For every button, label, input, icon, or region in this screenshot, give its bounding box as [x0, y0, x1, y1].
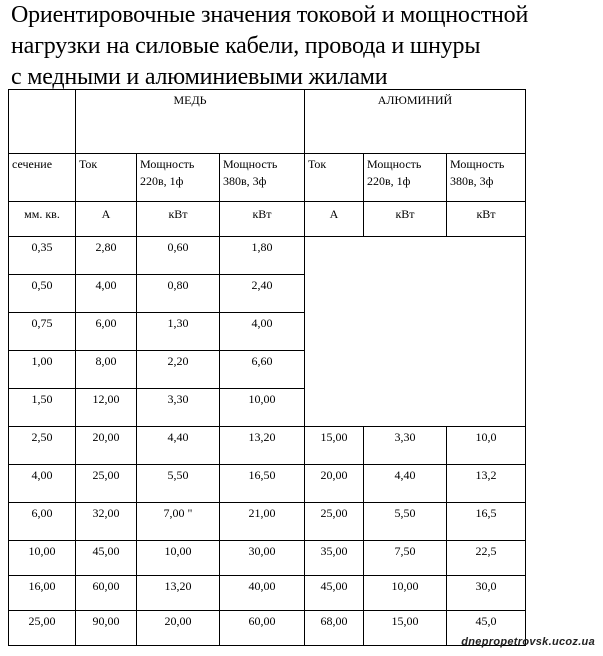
cell-al-power380: 22,5	[447, 541, 526, 576]
cell-al-power220: 3,30	[364, 427, 447, 465]
cell-cu-power380: 16,50	[220, 465, 305, 503]
header-cu-current	[76, 154, 137, 202]
cell-cu-power380: 30,00	[220, 541, 305, 576]
title-line-2: нагрузки на силовые кабели, провода и шнуры	[11, 33, 481, 59]
header-al-current	[305, 154, 364, 202]
cell-cu-power220: 2,20	[137, 351, 220, 389]
cell-al-power220: 7,50	[364, 541, 447, 576]
cell-al-power220: 5,50	[364, 503, 447, 541]
table-row	[9, 237, 526, 275]
cell-cu-current: 6,00	[76, 313, 137, 351]
cell-section: 6,00	[9, 503, 76, 541]
cell-al-current: 20,00	[305, 465, 364, 503]
cell-cu-current: 2,80	[76, 237, 137, 275]
unit-cu-power220: кВт	[137, 202, 220, 237]
cell-al-current: 15,00	[305, 427, 364, 465]
cell-cu-current: 12,00	[76, 389, 137, 427]
aluminum-empty-block	[305, 237, 526, 427]
cable-load-table	[8, 89, 526, 646]
table-row	[9, 503, 526, 541]
cell-cu-current: 32,00	[76, 503, 137, 541]
header-al-power220	[364, 154, 447, 202]
page-title	[11, 0, 603, 93]
unit-section: мм. кв.	[9, 202, 76, 237]
cell-cu-power220: 0,60	[137, 237, 220, 275]
cell-cu-power380: 13,20	[220, 427, 305, 465]
cell-cu-power220: 3,30	[137, 389, 220, 427]
header-al-current-text: Ток	[308, 157, 327, 171]
table-row	[9, 465, 526, 503]
cell-cu-current: 20,00	[76, 427, 137, 465]
cell-cu-power380: 21,00	[220, 503, 305, 541]
header-cu-current-text: Ток	[79, 157, 98, 171]
cell-cu-power220: 0,80	[137, 275, 220, 313]
column-header-row	[9, 154, 526, 202]
unit-al-power380: кВт	[447, 202, 526, 237]
cell-cu-power220: 13,20	[137, 576, 220, 611]
unit-cu-power380: кВт	[220, 202, 305, 237]
header-al-power380	[447, 154, 526, 202]
cell-cu-power380: 10,00	[220, 389, 305, 427]
table-row	[9, 611, 526, 646]
cell-section: 1,50	[9, 389, 76, 427]
cell-al-power380: 45,0	[447, 611, 526, 646]
cell-cu-power380: 2,40	[220, 275, 305, 313]
cell-al-power220: 10,00	[364, 576, 447, 611]
site-watermark: dnepropetrovsk.ucoz.ua	[461, 636, 595, 648]
cell-cu-current: 45,00	[76, 541, 137, 576]
cell-cu-power380: 40,00	[220, 576, 305, 611]
cell-section: 4,00	[9, 465, 76, 503]
cell-section: 1,00	[9, 351, 76, 389]
cell-section: 10,00	[9, 541, 76, 576]
cell-cu-power220: 5,50	[137, 465, 220, 503]
cell-al-current: 35,00	[305, 541, 364, 576]
cell-section: 2,50	[9, 427, 76, 465]
header-al-power220-line1: Мощность	[367, 157, 422, 171]
cell-al-power220: 4,40	[364, 465, 447, 503]
cell-cu-power380: 1,80	[220, 237, 305, 275]
cell-cu-power220: 7,00 "	[137, 503, 220, 541]
cell-cu-current: 8,00	[76, 351, 137, 389]
cell-cu-power220: 1,30	[137, 313, 220, 351]
cell-section: 0,35	[9, 237, 76, 275]
header-cu-power380-line1: Мощность	[223, 157, 278, 171]
cell-cu-power220: 20,00	[137, 611, 220, 646]
header-cu-power380	[220, 154, 305, 202]
cell-al-power380: 13,2	[447, 465, 526, 503]
unit-al-power220: кВт	[364, 202, 447, 237]
cell-section: 16,00	[9, 576, 76, 611]
unit-cu-current: А	[76, 202, 137, 237]
table-row	[9, 541, 526, 576]
cell-cu-current: 4,00	[76, 275, 137, 313]
unit-al-current: А	[305, 202, 364, 237]
units-row	[9, 202, 526, 237]
header-cu-power220-line1: Мощность	[140, 157, 195, 171]
cell-section: 0,75	[9, 313, 76, 351]
cell-cu-current: 90,00	[76, 611, 137, 646]
header-al-power380-line2: 380в, 3ф	[450, 174, 494, 188]
cell-al-current: 68,00	[305, 611, 364, 646]
cell-al-current: 45,00	[305, 576, 364, 611]
cell-al-power380: 10,0	[447, 427, 526, 465]
title-line-1: Ориентировочные значения токовой и мощностной	[11, 2, 529, 28]
cell-cu-power220: 10,00	[137, 541, 220, 576]
cell-cu-current: 25,00	[76, 465, 137, 503]
cell-cu-power380: 4,00	[220, 313, 305, 351]
cell-al-power380: 30,0	[447, 576, 526, 611]
cell-section: 25,00	[9, 611, 76, 646]
table-row	[9, 576, 526, 611]
group-header-copper: МЕДЬ	[76, 90, 305, 154]
title-line-3: с медными и алюминиевыми жилами	[11, 64, 388, 90]
header-cu-power380-line2: 380в, 3ф	[223, 174, 267, 188]
cell-al-power380: 16,5	[447, 503, 526, 541]
header-section	[9, 154, 76, 202]
cell-section: 0,50	[9, 275, 76, 313]
group-header-aluminum: АЛЮМИНИЙ	[305, 90, 526, 154]
cell-cu-power380: 6,60	[220, 351, 305, 389]
cell-al-power220: 15,00	[364, 611, 447, 646]
header-cu-power220-line2: 220в, 1ф	[140, 174, 184, 188]
header-section-text: сечение	[12, 157, 53, 171]
header-cu-power220	[137, 154, 220, 202]
group-header-row	[9, 90, 526, 154]
cell-al-current: 25,00	[305, 503, 364, 541]
cell-cu-current: 60,00	[76, 576, 137, 611]
cell-cu-power380: 60,00	[220, 611, 305, 646]
corner-cell	[9, 90, 76, 154]
header-al-power380-line1: Мощность	[450, 157, 505, 171]
cell-cu-power220: 4,40	[137, 427, 220, 465]
table-row	[9, 427, 526, 465]
header-al-power220-line2: 220в, 1ф	[367, 174, 411, 188]
